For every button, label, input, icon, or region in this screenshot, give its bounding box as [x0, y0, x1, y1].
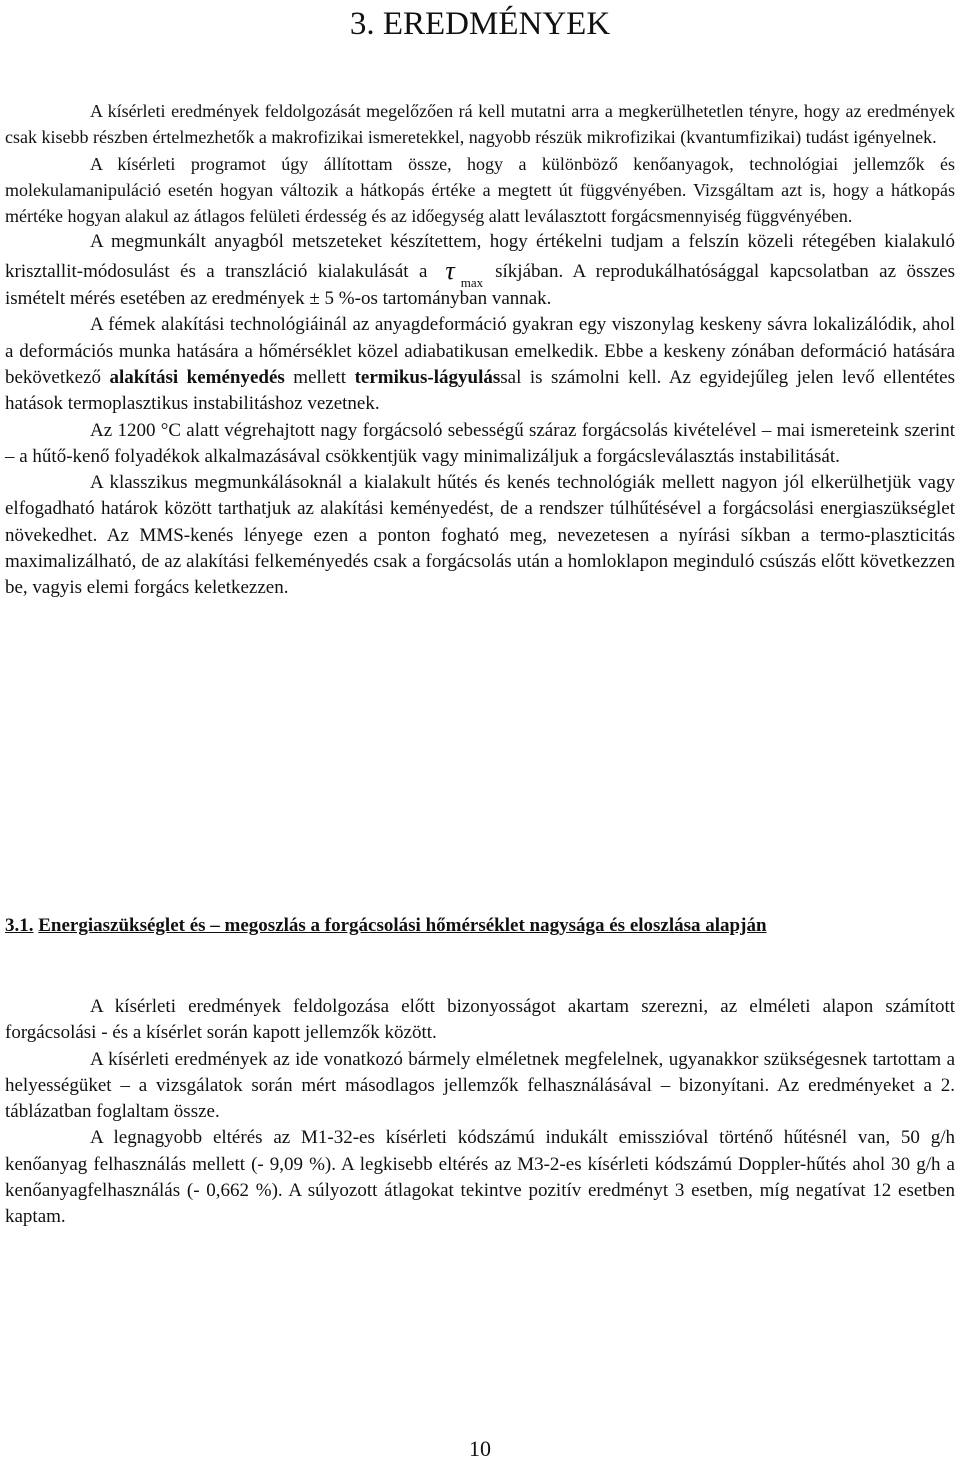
page-number: 10: [469, 1436, 491, 1461]
section-heading: [5, 913, 955, 939]
paragraph-deformation-text-a: A fémek alakítási technológiáinál az anyagdeformáció gyakran egy viszonylag keskeny sávra lokalizálódik, ahol a deformációs munka hatására a hőmérséklet közel adiabatikusan emelkedik. Ebbe a keskeny zónában deformáció hatására bekövetkező: [5, 314, 955, 388]
paragraph-sections-text-b: síkjában. A reprodukálhatósággal kapcsolatban az összes ismételt mérés esetében az eredmények ± 5 %-os tartományban vannak.: [5, 260, 956, 310]
results-intro-section: [5, 98, 955, 602]
paragraph-deformation: [5, 312, 955, 417]
energy-section: [5, 994, 955, 1231]
section-heading-text: Energiaszükséglet és – megoszlás a forgácsolási hőmérséklet nagysága és eloszlása alapján: [38, 915, 767, 936]
page-title: 3. EREDMÉNYEK: [349, 6, 611, 42]
paragraph-mms: A klasszikus megmunkálásoknál a kialakult hűtés és kenés technológiák mellett nagyon jól elkerülhetjük vagy elfogadható határok között tarthatjuk az alakítási keményedést, de a rendszer túlhűtésével a forgácsolási energiaszükséglet növekedhet. Az MMS-kenés lényege ezen a ponton fogható meg, nevezetesen a nyírási síkban a termo-plaszticitás maximalizálható, de az alakítási felkeményedés csak a forgácsolás után a homloklapon meginduló csúszás előtt következzen be, vagyis elemi forgács keletkezzen.: [5, 472, 955, 599]
paragraph-verification: A kísérleti eredmények feldolgozása előtt bizonyosságot akartam szerezni, az elméleti alapon számított forgácsolási - és a kísérlet során kapott jellemzők között.: [5, 996, 955, 1044]
section-heading-number: 3.1.: [5, 915, 34, 936]
paragraph-sections: [5, 229, 955, 312]
bold-term-softening: termikus-lágyulás: [354, 366, 501, 388]
paragraph-sections-text-a: A megmunkált anyagból metszeteket készítettem, hogy értékelni tudjam a felszín közeli rétegében kialakuló krisztallit-módosulást és a transzláció kialakulását a: [5, 231, 955, 282]
paragraph-program: A kísérleti programot úgy állítottam össze, hogy a különböző kenőanyagok, technológiai jellemzők és molekulamanipuláció esetén hogyan változik a hátkopás értéke a megtett út függvényében. Vizsgáltam azt is, hogy a hátkopás mértéke hogyan alakul az átlagos felületi érdesség és az időegység alatt leválasztott forgácsmennyiség függvényében.: [5, 153, 955, 227]
paragraph-intro: A kísérleti eredmények feldolgozását megelőzően rá kell mutatni arra a megkerülhetetlen tényre, hogy az eredmények csak kisebb részben értelmezhetők a makrofizikai ismeretekkel, nagyobb részük mikrofizikai (kvantumfizikai) tudást igényelnek.: [5, 101, 955, 148]
tau-symbol: τ: [445, 255, 455, 285]
paragraph-theory: A kísérleti eredmények az ide vonatkozó bármely elméletnek megfelelnek, ugyanakkor szükségesnek tartottam a helyességüket – a vizsgálatok során mért másodlagos jellemzők felhasználásával – bizonyítani. Az eredményeket a 2. táblázatban foglaltam össze.: [5, 1048, 955, 1123]
paragraph-deformation-text-b: mellett: [284, 366, 355, 388]
bold-term-hardening: alakítási keményedés: [109, 366, 285, 388]
paragraph-dry-cutting: Az 1200 °C alatt végrehajtott nagy forgácsoló sebességű száraz forgácsolás kivételével – mai ismereteink szerint – a hűtő-kenő folyadékok alkalmazásával csökkentjük vagy minimalizáljuk a forgácsleválasztás instabilitását.: [5, 419, 955, 467]
paragraph-deformation-text-c: sal is számolni kell. Az egyidejűleg jelen levő ellentétes hatások termoplasztikus instabilitáshoz vezetnek.: [5, 366, 955, 415]
tau-subscript: max: [460, 274, 484, 290]
paragraph-deviation: A legnagyobb eltérés az M1-32-es kísérleti kódszámú indukált emisszióval történő hűtésnél van, 50 g/h kenőanyag felhasználás mellett (- 9,09 %). A legkisebb eltérés az M3-2-es kísérleti kódszámú Doppler-hűtés ahol 30 g/h a kenőanyagfelhasználás (- 0,662 %). A súlyozott átlagokat tekintve pozitív eredményt 3 esetben, míg negatívat 12 esetben kaptam.: [5, 1127, 955, 1228]
